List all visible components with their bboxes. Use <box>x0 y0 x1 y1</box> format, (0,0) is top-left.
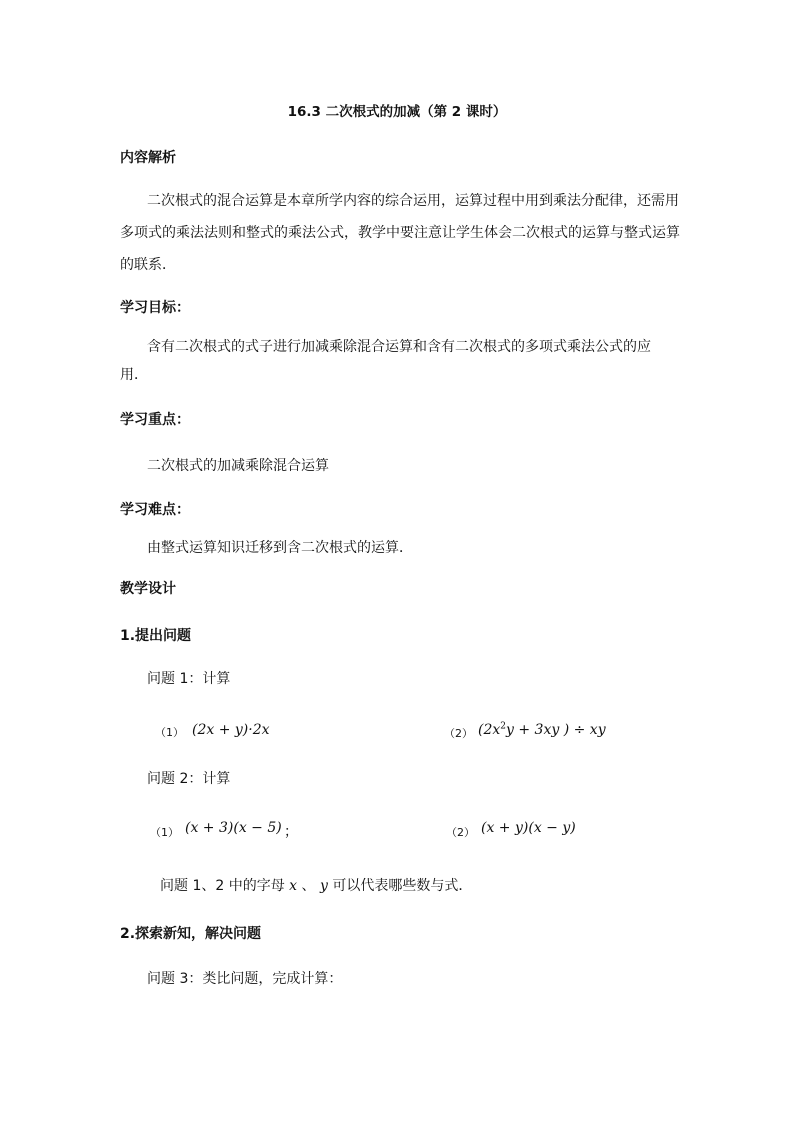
q2-item2-number: （2） <box>446 826 475 839</box>
q2-item1-separator: ； <box>284 824 298 840</box>
variable-x: x <box>289 878 298 894</box>
q1-item1-number: （1） <box>155 726 184 739</box>
goals-line-2: 用． <box>120 367 148 383</box>
q2-item1-number: （1） <box>150 826 179 839</box>
variable-y: y <box>319 878 328 894</box>
variables-note-suffix: 可以代表哪些数与式． <box>332 878 473 894</box>
q1-item2-number: （2） <box>444 727 473 740</box>
key-points-heading: 学习重点： <box>120 412 190 428</box>
design-heading: 教学设计 <box>120 581 176 597</box>
variables-note-separator: 、 <box>301 878 316 894</box>
q1-item1-expression: (2x + y)·2x <box>192 722 270 738</box>
page-title: 16.3 二次根式的加减（第 2 课时） <box>287 104 507 120</box>
question-3-label: 问题 3：类比问题，完成计算： <box>147 971 343 987</box>
part2-heading: 2.探索新知，解决问题 <box>120 926 262 942</box>
content-analysis-line-3: 的联系． <box>120 257 176 273</box>
q1-item2-exponent: 2 <box>500 721 506 732</box>
variables-note <box>160 876 472 896</box>
part1-heading: 1.提出问题 <box>120 628 192 644</box>
q1-item2-expression <box>478 720 606 740</box>
goals-line-1: 含有二次根式的式子进行加减乘除混合运算和含有二次根式的多项式乘法公式的应 <box>147 339 651 355</box>
goals-heading: 学习目标： <box>120 300 190 316</box>
q2-item2-expression: (x + y)(x − y) <box>481 820 576 836</box>
difficulties-heading: 学习难点： <box>120 502 190 518</box>
question-2-label: 问题 2：计算 <box>147 771 231 787</box>
content-analysis-line-1: 二次根式的混合运算是本章所学内容的综合运用，运算过程中用到乘法分配律，还需用 <box>147 193 679 209</box>
question-1-label: 问题 1：计算 <box>147 671 231 687</box>
q1-item2-expression-part-a: (2x <box>478 722 501 738</box>
content-analysis-line-2: 多项式的乘法法则和整式的乘法公式，教学中要注意让学生体会二次根式的运算与整式运算 <box>120 225 680 241</box>
variables-note-prefix: 问题 1、2 中的字母 <box>160 878 285 894</box>
q2-item1-expression: (x + 3)(x − 5) <box>185 820 282 836</box>
difficulties-text: 由整式运算知识迁移到含二次根式的运算． <box>147 540 413 556</box>
q1-item2-expression-part-b: y + 3xy ) ÷ xy <box>506 722 606 738</box>
key-points-text: 二次根式的加减乘除混合运算 <box>147 458 329 474</box>
content-analysis-heading: 内容解析 <box>120 150 176 166</box>
